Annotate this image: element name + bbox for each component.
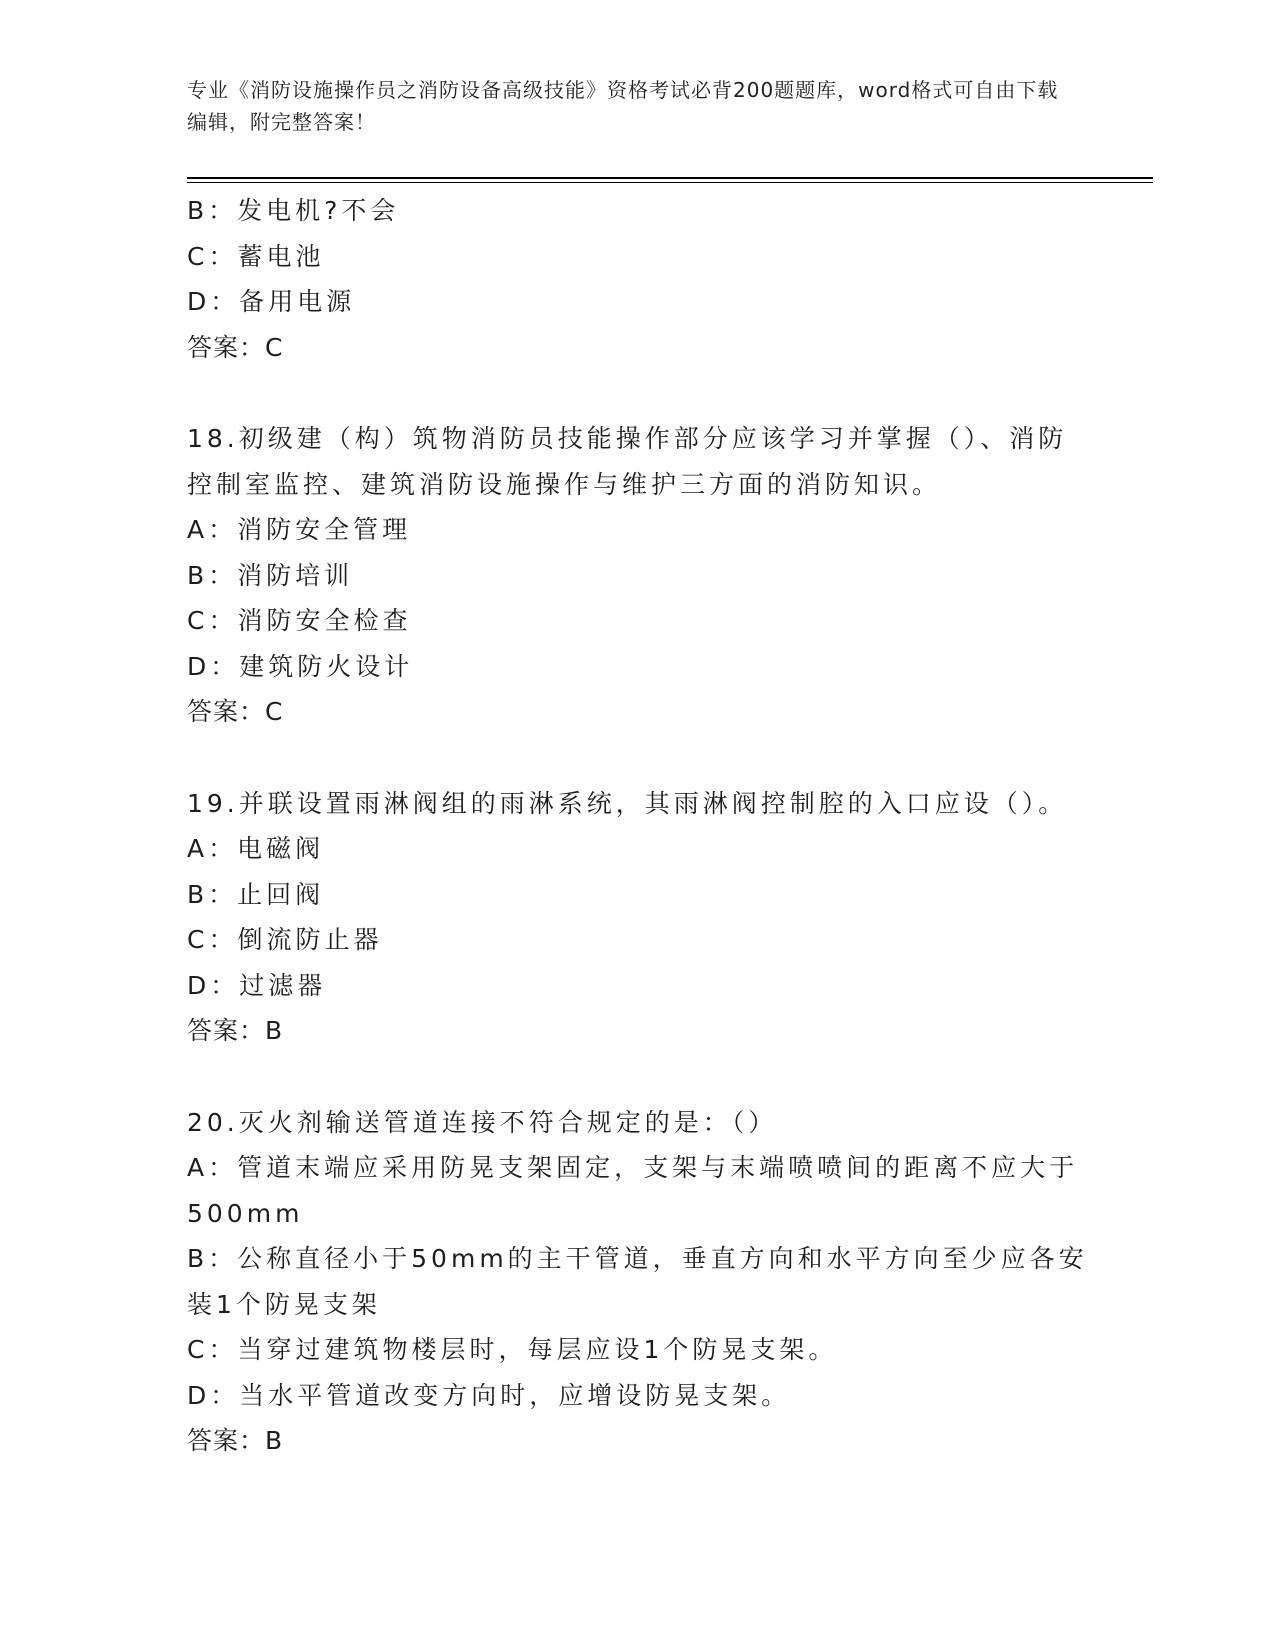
q20-option-a-line1: A：管道末端应采用防晃支架固定，支架与末端喷喷间的距离不应大于: [187, 1153, 1079, 1182]
q18-stem-line2: 控制室监控、建筑消防设施操作与维护三方面的消防知识。: [187, 469, 942, 499]
spacer: [187, 1054, 1087, 1100]
spacer: [187, 735, 1087, 781]
q19-option-a: A：电磁阀: [187, 834, 325, 863]
q20-stem: 20.灭火剂输送管道连接不符合规定的是：（）: [187, 1107, 778, 1137]
header-rule-thin: [187, 182, 1153, 183]
q18-option-c: C：消防安全检查: [187, 606, 412, 635]
q18-option-d: D：建筑防火设计: [187, 651, 414, 681]
q17-option-b: B：发电机?不会: [187, 196, 400, 225]
page-header: 专业《消防设施操作员之消防设备高级技能》资格考试必背200题题库，word格式可自由下载编辑，附完整答案！: [187, 78, 1059, 134]
q20-option-a-line2: 500mm: [187, 1198, 304, 1228]
spacer: [187, 370, 1087, 416]
q20-option-d: D：当水平管道改变方向时，应增设防晃支架。: [187, 1380, 791, 1410]
q17-option-c: C：蓄电池: [187, 241, 325, 271]
q19-option-b: B：止回阀: [187, 879, 325, 909]
q19-stem: 19.并联设置雨淋阀组的雨淋系统，其雨淋阀控制腔的入口应设（）。: [187, 788, 1068, 818]
q17-option-d: D：备用电源: [187, 287, 356, 316]
q19-answer: 答案：B: [187, 1016, 284, 1045]
header-rule-thick: [187, 177, 1153, 179]
q20-answer: 答案：B: [187, 1426, 284, 1455]
q20-option-b-line1: B：公称直径小于50mm的主干管道，垂直方向和水平方向至少应各安: [187, 1244, 1088, 1273]
q18-answer: 答案：C: [187, 697, 284, 726]
q20-option-b-line2: 装1个防晃支架: [187, 1289, 381, 1319]
q18-stem-line1: 18.初级建（构）筑物消防员技能操作部分应该学习并掌握（）、消防: [187, 424, 1068, 453]
q18-option-a: A：消防安全管理: [187, 515, 412, 544]
question-content: [187, 188, 1087, 1464]
q19-option-c: C：倒流防止器: [187, 925, 383, 954]
q20-option-c: C：当穿过建筑物楼层时，每层应设1个防晃支架。: [187, 1335, 838, 1364]
q18-option-b: B：消防培训: [187, 560, 354, 590]
q19-option-d: D：过滤器: [187, 970, 327, 1000]
q17-answer: 答案：C: [187, 332, 284, 362]
